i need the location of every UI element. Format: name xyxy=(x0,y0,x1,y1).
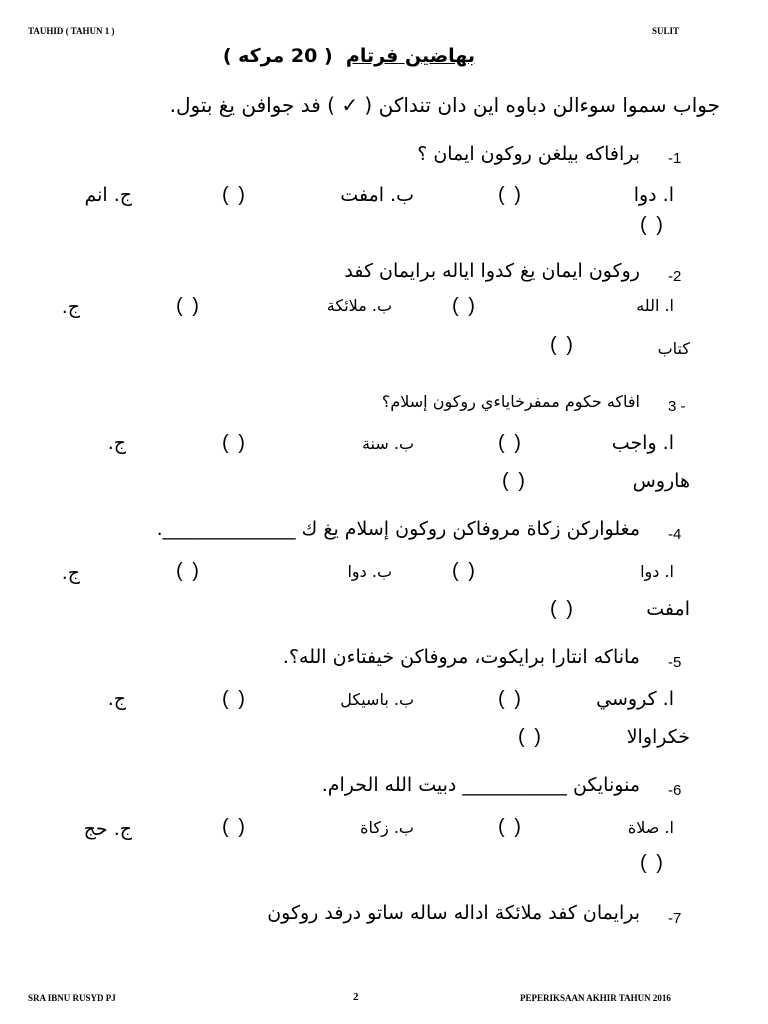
question-1-option-b-box[interactable]: ( ) xyxy=(222,184,247,206)
question-7-text: برايمان كفد ملائكة اداله ساله ساتو درفد روكون xyxy=(267,902,640,924)
question-2-number: -2 xyxy=(668,268,682,285)
question-6-option-a: ا. صلاة xyxy=(627,818,674,837)
question-3-number: 3 - xyxy=(668,398,686,415)
question-1-option-c: ج. انم xyxy=(84,184,132,206)
question-2-option-a: ا. الله xyxy=(636,296,674,315)
footer-right: PEPERIKSAAN AKHIR TAHUN 2016 xyxy=(520,993,671,1003)
question-6-option-a-box[interactable]: ( ) xyxy=(498,816,523,838)
question-2-option-c-text: كتاب xyxy=(657,339,690,358)
section-title xyxy=(223,45,475,67)
question-5-option-c-text: خكراوالا xyxy=(626,726,690,748)
question-3-option-b-box[interactable]: ( ) xyxy=(222,432,247,454)
question-2-option-c: ج. xyxy=(61,296,80,318)
question-5-option-a: ا. كروسي xyxy=(596,688,674,710)
question-4-option-a: ا. دوا xyxy=(640,562,674,581)
question-3-text: افاكه حكوم ممفرخاياءي روكون إسلام؟ xyxy=(381,392,640,411)
header-left: TAUHID ( TAHUN 1 ) xyxy=(28,26,115,36)
question-5-option-a-box[interactable]: ( ) xyxy=(498,688,523,710)
question-1-option-b: ب. امفت xyxy=(340,184,414,206)
question-3-option-c: ج. xyxy=(107,432,126,454)
question-6-option-b: ب. زكاة xyxy=(360,818,414,837)
section-title-marks: ( 20 مركه ) xyxy=(222,45,333,67)
instruction: جواب سموا سوءالن دباوه اين دان تنداكن ( ✓ ) فد جوافن يغ بتول. xyxy=(169,93,720,117)
question-3-option-b: ب. سنة xyxy=(361,434,414,453)
question-2-option-a-box[interactable]: ( ) xyxy=(452,295,477,317)
question-6-option-b-box[interactable]: ( ) xyxy=(222,816,247,838)
question-3-option-a-box[interactable]: ( ) xyxy=(498,432,523,454)
question-5-option-b-box[interactable]: ( ) xyxy=(222,688,247,710)
question-4-option-a-box[interactable]: ( ) xyxy=(452,560,477,582)
question-4-text: مغلواركن زكاة مروفاكن روكون إسلام يغ ك ______________. xyxy=(156,518,640,540)
question-3-option-a: ا. واجب xyxy=(611,432,674,454)
header-right: SULIT xyxy=(652,26,680,36)
question-4-option-c-text: امفت xyxy=(646,598,690,620)
question-4-option-b: ب. دوا xyxy=(347,562,392,581)
question-5-option-c: ج. xyxy=(107,688,126,710)
question-1-option-a: ا. دوا xyxy=(633,184,674,206)
question-3-option-c-text: هاروس xyxy=(632,470,690,492)
question-2-option-b: ب. ملائكة xyxy=(326,296,392,315)
question-1-text: برافاكه بيلغن روكون ايمان ؟ xyxy=(417,143,640,165)
question-4-number: -4 xyxy=(668,526,682,543)
question-6-option-c: ج. حج xyxy=(83,818,132,840)
question-6-number: -6 xyxy=(668,782,682,799)
question-5-text: ماناكه انتارا برايكوت، مروفاكن خيفتاءن الله؟. xyxy=(282,646,640,668)
question-4-option-c-box[interactable]: ( ) xyxy=(550,598,575,620)
question-6-text: منونايكن ___________ دبيت الله الحرام. xyxy=(321,774,640,796)
page-number: 2 xyxy=(353,991,359,1003)
question-5-number: -5 xyxy=(668,654,682,671)
question-2-option-b-box[interactable]: ( ) xyxy=(176,295,201,317)
question-5-option-b: ب. باسيكل xyxy=(340,690,414,709)
question-3-option-c-box[interactable]: ( ) xyxy=(502,470,527,492)
question-1-number: -1 xyxy=(668,150,682,167)
question-4-option-b-box[interactable]: ( ) xyxy=(176,560,201,582)
question-5-option-c-box[interactable]: ( ) xyxy=(518,726,543,748)
question-2-text: روكون ايمان يغ كدوا اياله برايمان كفد xyxy=(344,260,640,282)
question-2-option-c-box[interactable]: ( ) xyxy=(550,334,575,356)
question-7-number: -7 xyxy=(668,910,682,927)
section-title-main: بهاضين فرتام xyxy=(345,45,475,67)
footer-left: SRA IBNU RUSYD PJ xyxy=(28,993,116,1003)
question-4-option-c: ج. xyxy=(61,562,80,584)
question-6-option-c-box[interactable]: ( ) xyxy=(640,852,665,874)
question-1-option-c-box[interactable]: ( ) xyxy=(640,214,665,236)
question-1-option-a-box[interactable]: ( ) xyxy=(498,184,523,206)
